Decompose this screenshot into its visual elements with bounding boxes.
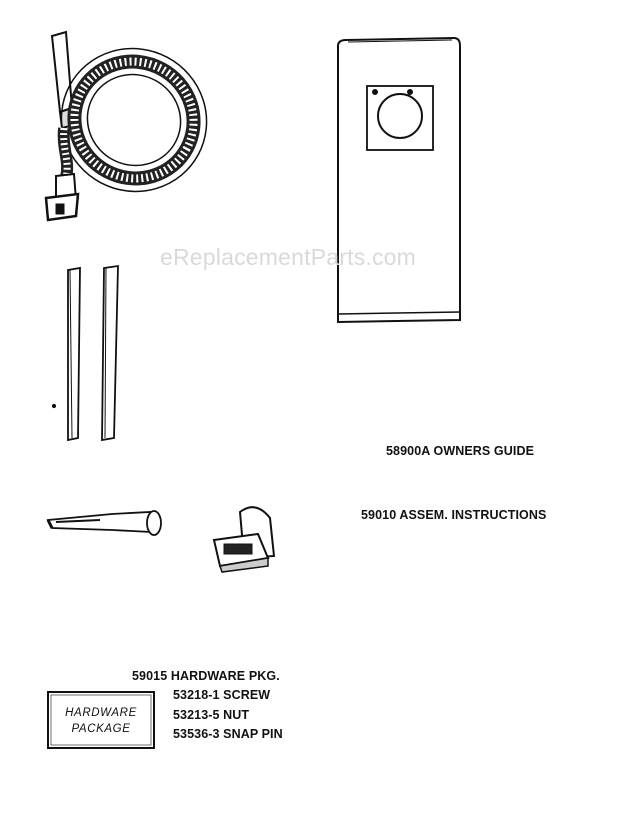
watermark-text: eReplacementParts.com: [160, 244, 417, 270]
screw-label: 53218-1 SCREW: [173, 688, 271, 702]
hardware-package-box: [48, 692, 154, 748]
brush-tool: [214, 507, 274, 572]
crevice-tool: [48, 511, 161, 535]
snap-pin-label: 53536-3 SNAP PIN: [173, 727, 283, 741]
nut-label: 53213-5 NUT: [173, 708, 250, 722]
assem-instructions-label: 59010 ASSEM. INSTRUCTIONS: [361, 508, 547, 522]
filter-bag: [338, 38, 460, 322]
hardware-pkg-label: 59015 HARDWARE PKG.: [132, 669, 280, 683]
hose-assembly: [36, 23, 232, 220]
hardware-box-line2: PACKAGE: [71, 723, 131, 735]
hardware-box-line1: HARDWARE: [65, 707, 137, 719]
extension-wands: [53, 266, 118, 440]
owners-guide-label: 58900A OWNERS GUIDE: [386, 444, 535, 458]
